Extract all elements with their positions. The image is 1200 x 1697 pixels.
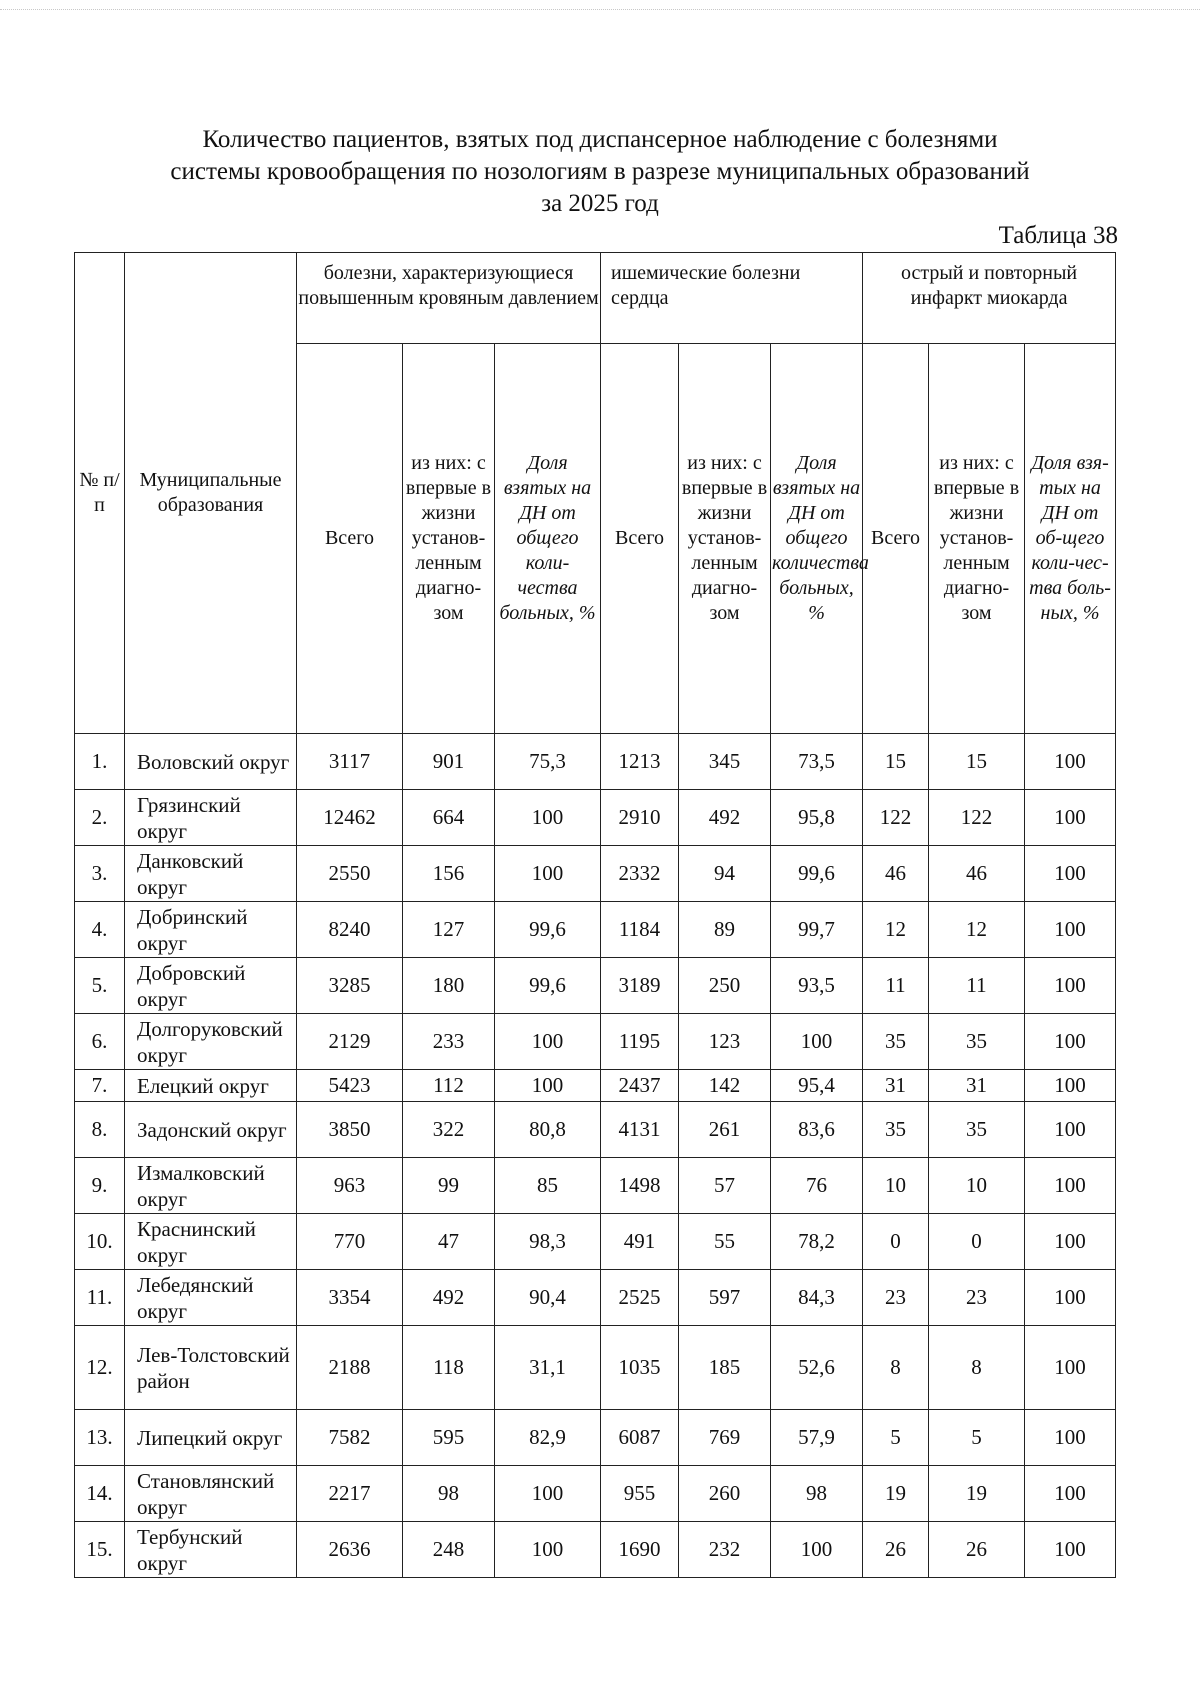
value-cell: 100 bbox=[1025, 1522, 1116, 1578]
municipality-name: Измалковский округ bbox=[125, 1158, 297, 1214]
value-cell: 250 bbox=[679, 958, 771, 1014]
value-cell: 99,6 bbox=[771, 846, 863, 902]
table-row bbox=[75, 1270, 1116, 1326]
value-cell: 83,6 bbox=[771, 1102, 863, 1158]
value-cell: 85 bbox=[495, 1158, 601, 1214]
group-infarction: острый и повторный инфаркт миокарда bbox=[863, 253, 1116, 344]
value-cell: 100 bbox=[495, 1070, 601, 1102]
value-cell: 232 bbox=[679, 1522, 771, 1578]
value-cell: 4131 bbox=[601, 1102, 679, 1158]
value-cell: 261 bbox=[679, 1102, 771, 1158]
value-cell: 100 bbox=[495, 1014, 601, 1070]
municipality-name: Данковский округ bbox=[125, 846, 297, 902]
value-cell: 100 bbox=[1025, 1070, 1116, 1102]
value-cell: 233 bbox=[403, 1014, 495, 1070]
scan-top-edge bbox=[0, 9, 1200, 10]
value-cell: 100 bbox=[1025, 958, 1116, 1014]
municipality-name: Лебедянский округ bbox=[125, 1270, 297, 1326]
value-cell: 80,8 bbox=[495, 1102, 601, 1158]
value-cell: 98 bbox=[771, 1466, 863, 1522]
value-cell: 769 bbox=[679, 1410, 771, 1466]
value-cell: 1184 bbox=[601, 902, 679, 958]
value-cell: 100 bbox=[1025, 902, 1116, 958]
value-cell: 2525 bbox=[601, 1270, 679, 1326]
value-cell: 0 bbox=[863, 1214, 929, 1270]
value-cell: 95,8 bbox=[771, 790, 863, 846]
value-cell: 955 bbox=[601, 1466, 679, 1522]
value-cell: 99,6 bbox=[495, 902, 601, 958]
municipality-name: Грязинский округ bbox=[125, 790, 297, 846]
title-line-3: за 2025 год bbox=[541, 190, 659, 217]
table-row bbox=[75, 1014, 1116, 1070]
value-cell: 94 bbox=[679, 846, 771, 902]
header-new-diagnosis: из них: с впервые в жизни установ-ленным диагно-зом bbox=[679, 344, 771, 734]
value-cell: 2217 bbox=[297, 1466, 403, 1522]
row-number: 10. bbox=[75, 1214, 125, 1270]
value-cell: 123 bbox=[679, 1014, 771, 1070]
value-cell: 11 bbox=[863, 958, 929, 1014]
value-cell: 3189 bbox=[601, 958, 679, 1014]
value-cell: 76 bbox=[771, 1158, 863, 1214]
header-new-diagnosis: из них: с впервые в жизни установ-ленным диагно-зом bbox=[929, 344, 1025, 734]
value-cell: 100 bbox=[495, 790, 601, 846]
table-row bbox=[75, 1158, 1116, 1214]
row-number: 13. bbox=[75, 1410, 125, 1466]
value-cell: 10 bbox=[929, 1158, 1025, 1214]
header-total: Всего bbox=[863, 344, 929, 734]
value-cell: 35 bbox=[863, 1102, 929, 1158]
table-row bbox=[75, 1466, 1116, 1522]
value-cell: 100 bbox=[1025, 1102, 1116, 1158]
data-table bbox=[74, 252, 1116, 1578]
table-row bbox=[75, 1070, 1116, 1102]
value-cell: 156 bbox=[403, 846, 495, 902]
value-cell: 31 bbox=[863, 1070, 929, 1102]
value-cell: 2550 bbox=[297, 846, 403, 902]
value-cell: 122 bbox=[863, 790, 929, 846]
value-cell: 0 bbox=[929, 1214, 1025, 1270]
value-cell: 12 bbox=[863, 902, 929, 958]
value-cell: 95,4 bbox=[771, 1070, 863, 1102]
row-number: 4. bbox=[75, 902, 125, 958]
value-cell: 100 bbox=[495, 1522, 601, 1578]
value-cell: 8240 bbox=[297, 902, 403, 958]
value-cell: 100 bbox=[1025, 1214, 1116, 1270]
table-row bbox=[75, 790, 1116, 846]
value-cell: 492 bbox=[403, 1270, 495, 1326]
municipality-name: Липецкий округ bbox=[125, 1410, 297, 1466]
title-line-1: Количество пациентов, взятых под диспансерное наблюдение с болезнями bbox=[202, 126, 998, 153]
table-row bbox=[75, 1522, 1116, 1578]
header-new-diagnosis: из них: с впервые в жизни установ-ленным диагно-зом bbox=[403, 344, 495, 734]
value-cell: 100 bbox=[1025, 1158, 1116, 1214]
header-total: Всего bbox=[297, 344, 403, 734]
value-cell: 75,3 bbox=[495, 734, 601, 790]
value-cell: 1690 bbox=[601, 1522, 679, 1578]
value-cell: 26 bbox=[863, 1522, 929, 1578]
row-number: 11. bbox=[75, 1270, 125, 1326]
header-no: № п/п bbox=[75, 253, 125, 734]
value-cell: 1195 bbox=[601, 1014, 679, 1070]
group-hypertension: болезни, характеризующиеся повышенным кровяным давлением bbox=[297, 253, 601, 344]
municipality-name: Воловский округ bbox=[125, 734, 297, 790]
value-cell: 8 bbox=[863, 1326, 929, 1410]
value-cell: 31 bbox=[929, 1070, 1025, 1102]
value-cell: 100 bbox=[1025, 790, 1116, 846]
value-cell: 185 bbox=[679, 1326, 771, 1410]
table-row bbox=[75, 734, 1116, 790]
header-total: Всего bbox=[601, 344, 679, 734]
value-cell: 46 bbox=[929, 846, 1025, 902]
value-cell: 597 bbox=[679, 1270, 771, 1326]
row-number: 15. bbox=[75, 1522, 125, 1578]
value-cell: 345 bbox=[679, 734, 771, 790]
value-cell: 98 bbox=[403, 1466, 495, 1522]
table-number: Таблица 38 bbox=[998, 222, 1118, 249]
value-cell: 2437 bbox=[601, 1070, 679, 1102]
value-cell: 84,3 bbox=[771, 1270, 863, 1326]
value-cell: 100 bbox=[1025, 1466, 1116, 1522]
value-cell: 2636 bbox=[297, 1522, 403, 1578]
value-cell: 12462 bbox=[297, 790, 403, 846]
table-row bbox=[75, 958, 1116, 1014]
row-number: 5. bbox=[75, 958, 125, 1014]
table-row bbox=[75, 1326, 1116, 1410]
header-municipality: Муниципальные образования bbox=[125, 253, 297, 734]
value-cell: 127 bbox=[403, 902, 495, 958]
value-cell: 35 bbox=[929, 1102, 1025, 1158]
value-cell: 15 bbox=[863, 734, 929, 790]
value-cell: 664 bbox=[403, 790, 495, 846]
row-number: 1. bbox=[75, 734, 125, 790]
table-row bbox=[75, 1102, 1116, 1158]
value-cell: 100 bbox=[495, 846, 601, 902]
value-cell: 5 bbox=[863, 1410, 929, 1466]
value-cell: 19 bbox=[863, 1466, 929, 1522]
municipality-name: Краснинский округ bbox=[125, 1214, 297, 1270]
value-cell: 90,4 bbox=[495, 1270, 601, 1326]
municipality-name: Тербунский округ bbox=[125, 1522, 297, 1578]
municipality-name: Елецкий округ bbox=[125, 1070, 297, 1102]
value-cell: 322 bbox=[403, 1102, 495, 1158]
value-cell: 100 bbox=[1025, 734, 1116, 790]
municipality-name: Долгоруковский округ bbox=[125, 1014, 297, 1070]
value-cell: 10 bbox=[863, 1158, 929, 1214]
header-share: Доля взятых на ДН от общего количества больных, % bbox=[771, 344, 863, 734]
row-number: 8. bbox=[75, 1102, 125, 1158]
value-cell: 100 bbox=[771, 1522, 863, 1578]
value-cell: 180 bbox=[403, 958, 495, 1014]
value-cell: 23 bbox=[929, 1270, 1025, 1326]
value-cell: 73,5 bbox=[771, 734, 863, 790]
value-cell: 99 bbox=[403, 1158, 495, 1214]
value-cell: 118 bbox=[403, 1326, 495, 1410]
table-row bbox=[75, 902, 1116, 958]
municipality-name: Добровский округ bbox=[125, 958, 297, 1014]
value-cell: 491 bbox=[601, 1214, 679, 1270]
value-cell: 15 bbox=[929, 734, 1025, 790]
value-cell: 57,9 bbox=[771, 1410, 863, 1466]
value-cell: 492 bbox=[679, 790, 771, 846]
value-cell: 11 bbox=[929, 958, 1025, 1014]
value-cell: 1213 bbox=[601, 734, 679, 790]
value-cell: 100 bbox=[1025, 1014, 1116, 1070]
value-cell: 46 bbox=[863, 846, 929, 902]
value-cell: 3354 bbox=[297, 1270, 403, 1326]
value-cell: 98,3 bbox=[495, 1214, 601, 1270]
value-cell: 35 bbox=[929, 1014, 1025, 1070]
value-cell: 55 bbox=[679, 1214, 771, 1270]
value-cell: 35 bbox=[863, 1014, 929, 1070]
value-cell: 47 bbox=[403, 1214, 495, 1270]
value-cell: 12 bbox=[929, 902, 1025, 958]
value-cell: 595 bbox=[403, 1410, 495, 1466]
value-cell: 57 bbox=[679, 1158, 771, 1214]
row-number: 9. bbox=[75, 1158, 125, 1214]
value-cell: 2188 bbox=[297, 1326, 403, 1410]
value-cell: 112 bbox=[403, 1070, 495, 1102]
value-cell: 89 bbox=[679, 902, 771, 958]
value-cell: 122 bbox=[929, 790, 1025, 846]
header-share: Доля взятых на ДН от общего коли-чества больных, % bbox=[495, 344, 601, 734]
value-cell: 8 bbox=[929, 1326, 1025, 1410]
header-share: Доля взя-тых на ДН от об-щего коли-чес-тва боль-ных, % bbox=[1025, 344, 1116, 734]
value-cell: 3285 bbox=[297, 958, 403, 1014]
value-cell: 99,6 bbox=[495, 958, 601, 1014]
value-cell: 5 bbox=[929, 1410, 1025, 1466]
value-cell: 100 bbox=[1025, 1270, 1116, 1326]
value-cell: 248 bbox=[403, 1522, 495, 1578]
municipality-name: Становлянский округ bbox=[125, 1466, 297, 1522]
row-number: 3. bbox=[75, 846, 125, 902]
value-cell: 100 bbox=[1025, 1326, 1116, 1410]
value-cell: 7582 bbox=[297, 1410, 403, 1466]
value-cell: 78,2 bbox=[771, 1214, 863, 1270]
row-number: 12. bbox=[75, 1326, 125, 1410]
value-cell: 1498 bbox=[601, 1158, 679, 1214]
row-number: 14. bbox=[75, 1466, 125, 1522]
value-cell: 52,6 bbox=[771, 1326, 863, 1410]
municipality-name: Добринский округ bbox=[125, 902, 297, 958]
value-cell: 93,5 bbox=[771, 958, 863, 1014]
municipality-name: Лев-Толстовский район bbox=[125, 1326, 297, 1410]
table-row bbox=[75, 1410, 1116, 1466]
value-cell: 82,9 bbox=[495, 1410, 601, 1466]
value-cell: 260 bbox=[679, 1466, 771, 1522]
title-line-2: системы кровообращения по нозологиям в разрезе муниципальных образований bbox=[170, 158, 1030, 185]
value-cell: 100 bbox=[1025, 1410, 1116, 1466]
table-row bbox=[75, 846, 1116, 902]
value-cell: 2129 bbox=[297, 1014, 403, 1070]
value-cell: 901 bbox=[403, 734, 495, 790]
value-cell: 19 bbox=[929, 1466, 1025, 1522]
value-cell: 3117 bbox=[297, 734, 403, 790]
document-title bbox=[100, 124, 1100, 220]
value-cell: 963 bbox=[297, 1158, 403, 1214]
row-number: 2. bbox=[75, 790, 125, 846]
group-ischemic: ишемические болезни сердца bbox=[601, 253, 863, 344]
row-number: 6. bbox=[75, 1014, 125, 1070]
row-number: 7. bbox=[75, 1070, 125, 1102]
value-cell: 3850 bbox=[297, 1102, 403, 1158]
value-cell: 5423 bbox=[297, 1070, 403, 1102]
value-cell: 2910 bbox=[601, 790, 679, 846]
value-cell: 142 bbox=[679, 1070, 771, 1102]
value-cell: 1035 bbox=[601, 1326, 679, 1410]
value-cell: 770 bbox=[297, 1214, 403, 1270]
value-cell: 26 bbox=[929, 1522, 1025, 1578]
value-cell: 99,7 bbox=[771, 902, 863, 958]
value-cell: 100 bbox=[495, 1466, 601, 1522]
municipality-name: Задонский округ bbox=[125, 1102, 297, 1158]
value-cell: 23 bbox=[863, 1270, 929, 1326]
table-row bbox=[75, 1214, 1116, 1270]
value-cell: 31,1 bbox=[495, 1326, 601, 1410]
value-cell: 6087 bbox=[601, 1410, 679, 1466]
value-cell: 100 bbox=[771, 1014, 863, 1070]
value-cell: 2332 bbox=[601, 846, 679, 902]
value-cell: 100 bbox=[1025, 846, 1116, 902]
